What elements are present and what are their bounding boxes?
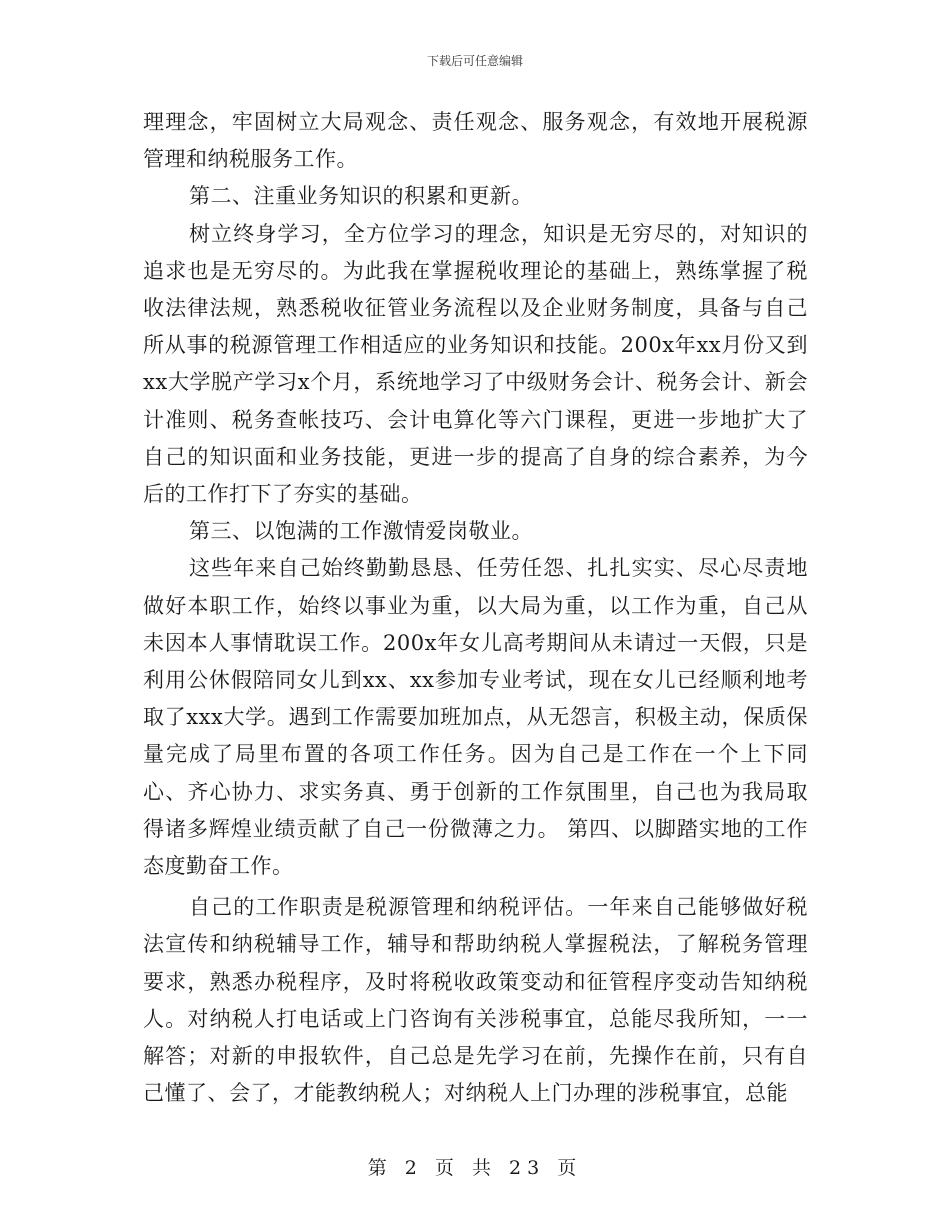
paragraph-duties: 自己的工作职责是税源管理和纳税评估。一年来自己能够做好税法宣传和纳税辅导工作，辅导和帮助纳税人掌握税法，了解税务管理要求，熟悉办税程序，及时将税收政策变动和征管程序变动告知纳税人。对纳税人打电话或上门咨询有关涉税事宜，总能尽我所知，一一解答；对新的申报软件，自己总是先学习在前，先操作在前，只有自己懂了、会了，才能教纳税人；对纳税人上门办理的涉税事宜，总能 xyxy=(143,895,808,1106)
paragraph-learning: 树立终身学习，全方位学习的理念，知识是无穷尽的，对知识的追求也是无穷尽的。为此我在掌握税收理论的基础上，熟练掌握了税收法律法规，熟悉税收征管业务流程以及企业财务制度，具备与自己所从事的税源管理工作相适应的业务知识和技能。200x年xx月份又到xx大学脱产学习x个月，系统地学习了中级财务会计、税务会计、新会计准则、税务查帐技巧、会计电算化等六门课程，更进一步地扩大了自己的知识面和业务技能，更进一步的提高了自身的综合素养，为今后的工作打下了夯实的基础。 xyxy=(143,221,808,507)
section-heading-third: 第三、以饱满的工作激情爱岗敬业。 xyxy=(189,519,533,544)
document-body xyxy=(143,104,808,1112)
paragraph-continuation: 理理念，牢固树立大局观念、责任观念、服务观念，有效地开展税源管理和纳税服务工作。 xyxy=(143,110,808,172)
page-header-note: 下载后可任意编辑 xyxy=(426,54,523,68)
page-number-footer: 第 2 页 共 23 页 xyxy=(367,1157,583,1179)
section-heading-second: 第二、注重业务知识的积累和更新。 xyxy=(189,184,533,209)
paragraph-dedication: 这些年来自己始终勤勤恳恳、任劳任怨、扎扎实实、尽心尽责地做好本职工作，始终以事业为重，以大局为重，以工作为重，自己从未因本人事情耽误工作。200x年女儿高考期间从未请过一天假，只是利用公休假陪同女儿到xx、xx参加专业考试，现在女儿已经顺利地考取了xxx大学。遇到工作需要加班加点，从无怨言，积极主动，保质保量完成了局里布置的各项工作任务。因为自己是工作在一个上下同心、齐心协力、求实务真、勇于创新的工作氛围里，自己也为我局取得诸多辉煌业绩贡献了自己一份微薄之力。 第四、以脚踏实地的工作态度勤奋工作。 xyxy=(143,556,808,879)
